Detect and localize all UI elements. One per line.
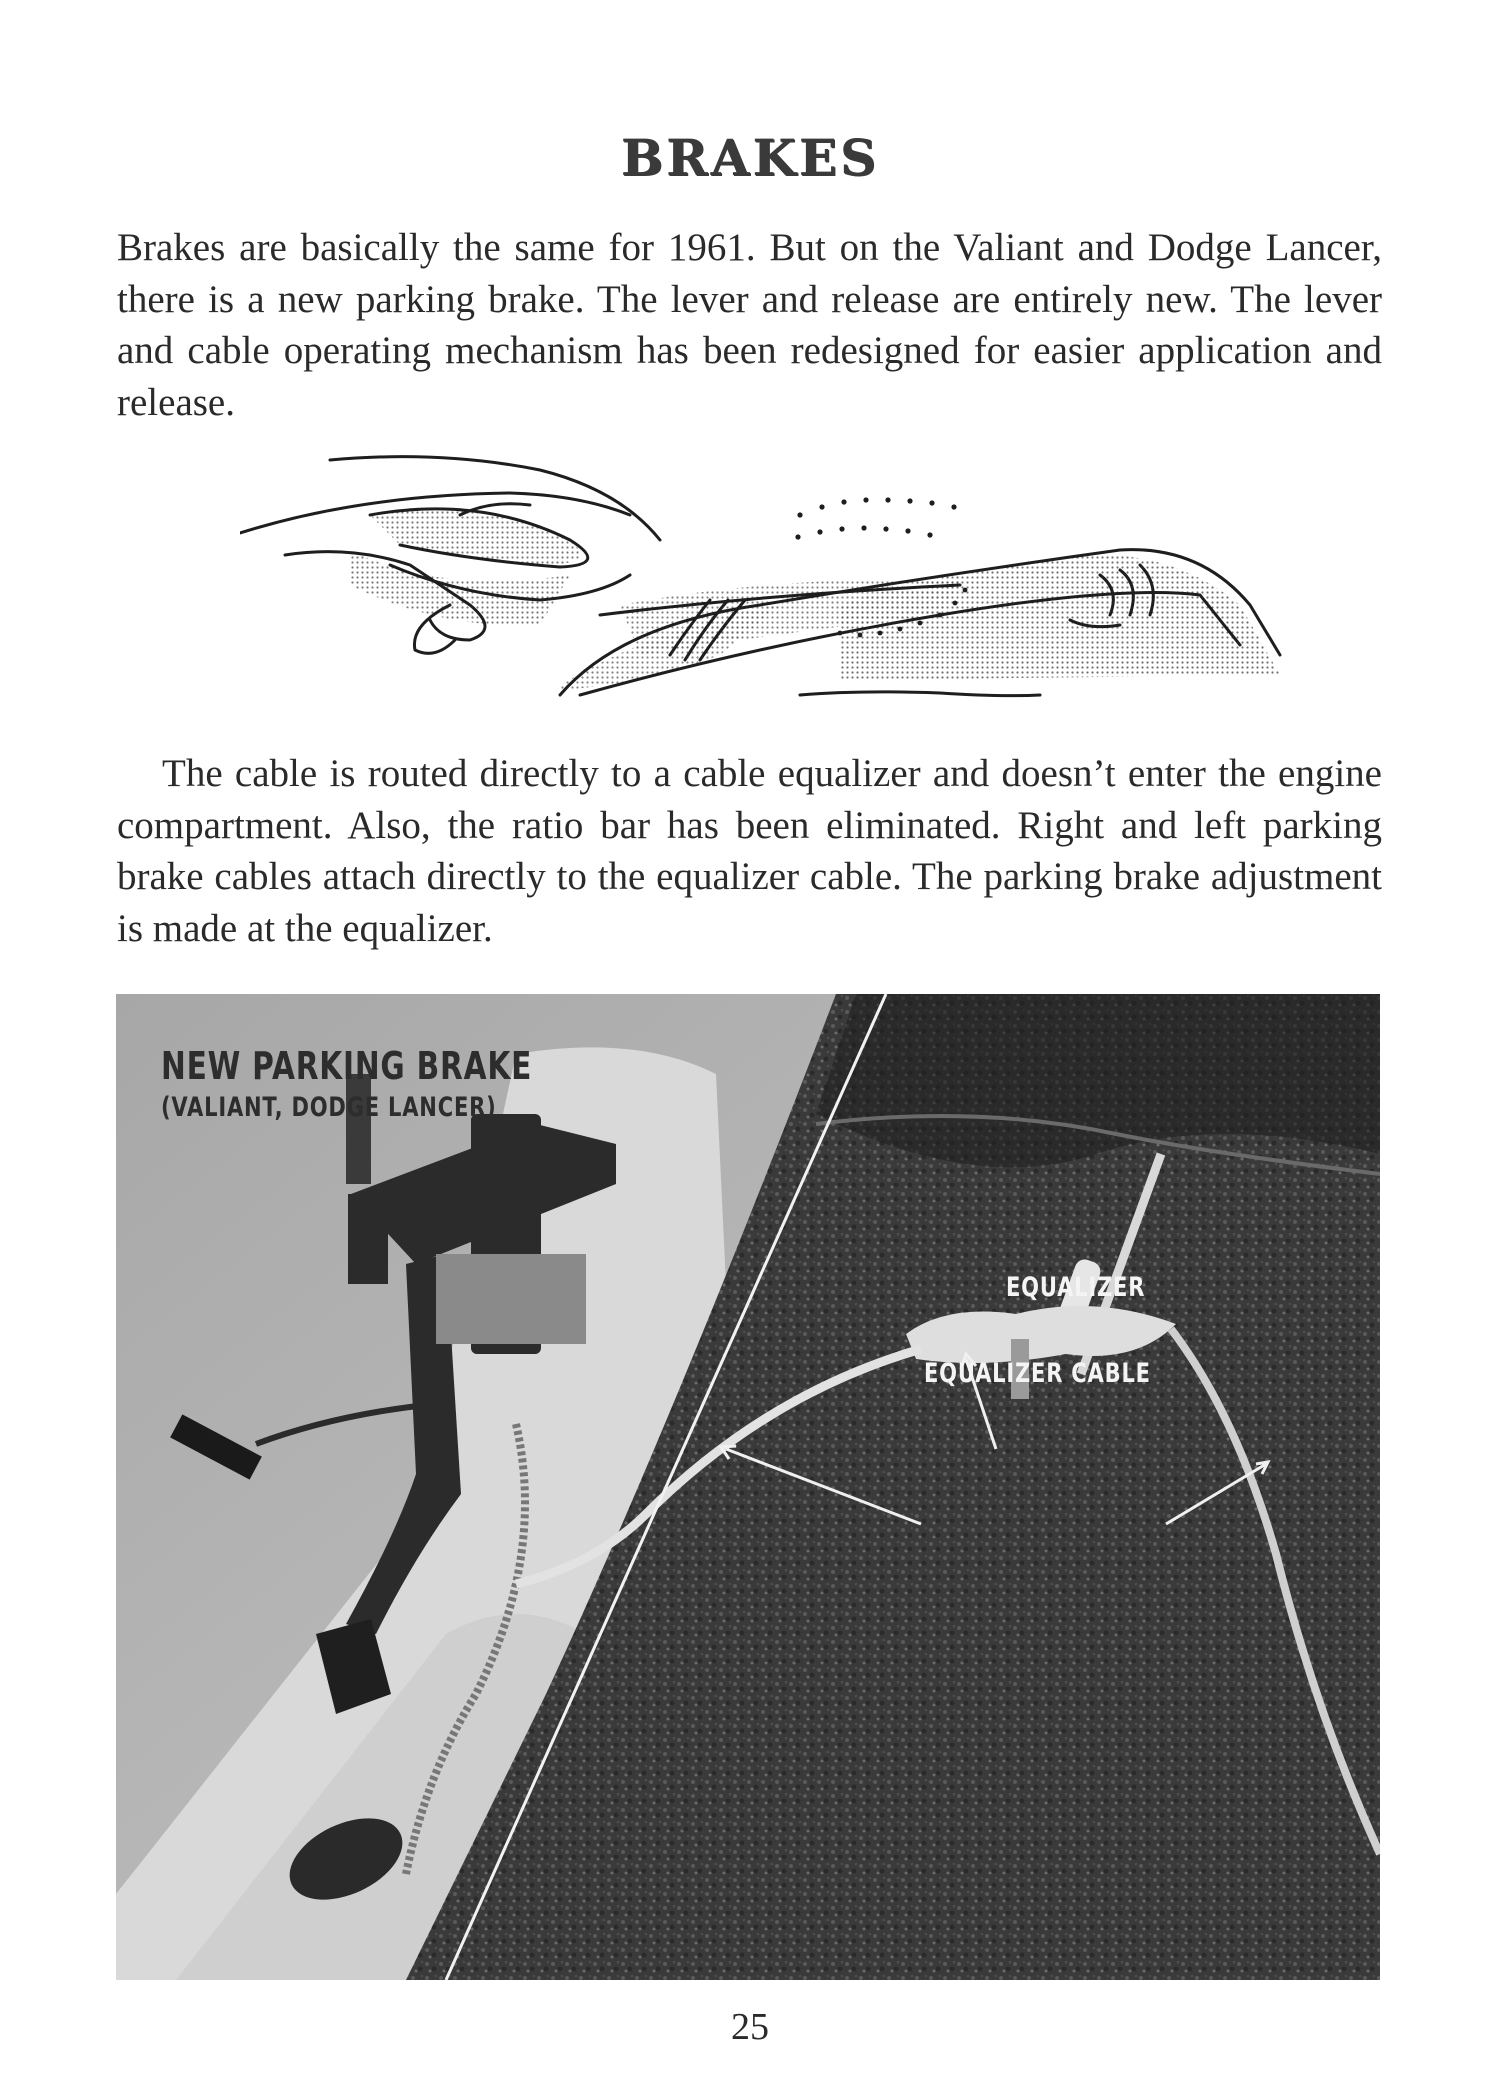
equalizer-paragraph: The cable is routed directly to a cable equalizer and doesn’t enter the engine compartment. Also, the ratio bar has been eliminated. Right and left parking brake cables attach directly to the equalizer cable. The parking brake adjustment is made at the equalizer. [117, 752, 1382, 950]
parking-brake-photo [116, 994, 1380, 1980]
page-number: 25 [731, 2006, 769, 2048]
equalizer-cable-label: EQUALIZER CABLE [924, 1358, 1151, 1389]
intro-paragraph: Brakes are basically the same for 1961. But on the Valiant and Dodge Lancer, there is a new parking brake. The lever and release are entirely new. The lever and cable operating mechanism has been redesigned for easier application and release. [117, 226, 1382, 424]
photo-caption-title: NEW PARKING BRAKE [161, 1044, 533, 1088]
photo-caption-subtitle: (VALIANT, DODGE LANCER) [161, 1092, 497, 1123]
page-title: BRAKES [620, 128, 880, 187]
hand-pulling-lever-illustration [240, 455, 1330, 715]
equalizer-label: EQUALIZER [1006, 1272, 1146, 1303]
